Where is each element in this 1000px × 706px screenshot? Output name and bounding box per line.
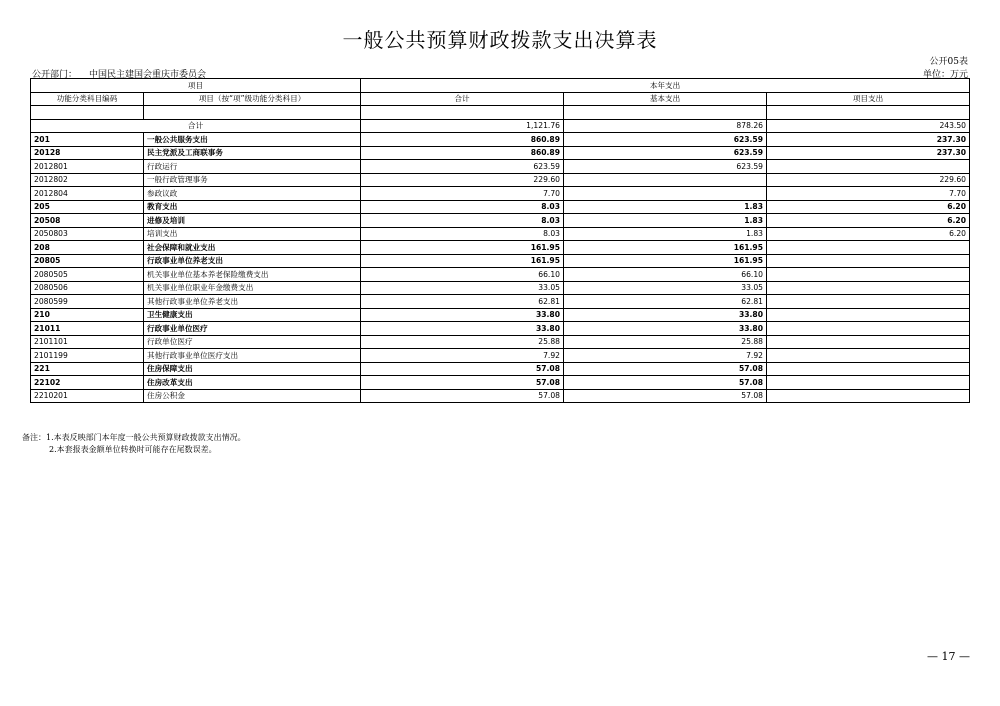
cell-total: 161.95 (361, 241, 564, 255)
cell-name: 教育支出 (144, 200, 361, 214)
cell-total: 33.05 (361, 281, 564, 295)
cell-name: 一般行政管理事务 (144, 173, 361, 187)
cell-name: 行政事业单位医疗 (144, 322, 361, 336)
cell-code: 20805 (31, 254, 144, 268)
cell-total: 8.03 (361, 200, 564, 214)
cell-name: 行政单位医疗 (144, 335, 361, 349)
cell-code: 2080506 (31, 281, 144, 295)
cell-name: 卫生健康支出 (144, 308, 361, 322)
cell-total: 62.81 (361, 295, 564, 309)
cell-name: 住房改革支出 (144, 376, 361, 390)
cell-name: 住房保障支出 (144, 362, 361, 376)
cell-code: 2012802 (31, 173, 144, 187)
cell-code: 2080505 (31, 268, 144, 282)
cell-basic (564, 173, 767, 187)
cell-basic: 623.59 (564, 133, 767, 147)
cell-total: 8.03 (361, 214, 564, 228)
table-row (31, 349, 970, 363)
cell-project (767, 322, 970, 336)
cell-project (767, 281, 970, 295)
cell-basic: 1.83 (564, 227, 767, 241)
cell-code: 2210201 (31, 389, 144, 403)
cell-code: 2012801 (31, 160, 144, 174)
table-row (31, 160, 970, 174)
cell-name: 机关事业单位职业年金缴费支出 (144, 281, 361, 295)
cell-code: 2101199 (31, 349, 144, 363)
cell-basic: 25.88 (564, 335, 767, 349)
cell-project (767, 254, 970, 268)
table-row (31, 376, 970, 390)
table-row (31, 362, 970, 376)
cell-basic: 33.05 (564, 281, 767, 295)
cell-basic: 161.95 (564, 241, 767, 255)
cell-total: 66.10 (361, 268, 564, 282)
total-row-total: 1,121.76 (361, 119, 564, 133)
cell-project (767, 268, 970, 282)
cell-basic: 57.08 (564, 389, 767, 403)
cell-project: 6.20 (767, 227, 970, 241)
cell-basic: 66.10 (564, 268, 767, 282)
cell-total: 8.03 (361, 227, 564, 241)
cell-name: 行政事业单位养老支出 (144, 254, 361, 268)
total-row-label: 合计 (31, 119, 361, 133)
cell-project: 6.20 (767, 200, 970, 214)
cell-basic: 7.92 (564, 349, 767, 363)
cell-code: 20128 (31, 146, 144, 160)
cell-code: 2012804 (31, 187, 144, 201)
header-spacer-row (31, 106, 970, 120)
cell-name: 社会保障和就业支出 (144, 241, 361, 255)
cell-name: 其他行政事业单位养老支出 (144, 295, 361, 309)
cell-name: 参政议政 (144, 187, 361, 201)
cell-name: 行政运行 (144, 160, 361, 174)
notes (22, 432, 246, 456)
header-total: 合计 (361, 92, 564, 106)
table-row (31, 281, 970, 295)
header-code: 功能分类科目编码 (31, 92, 144, 106)
cell-project (767, 308, 970, 322)
cell-project: 7.70 (767, 187, 970, 201)
cell-basic: 57.08 (564, 362, 767, 376)
cell-project (767, 295, 970, 309)
table-row (31, 335, 970, 349)
cell-total: 7.70 (361, 187, 564, 201)
cell-code: 2101101 (31, 335, 144, 349)
cell-basic: 33.80 (564, 308, 767, 322)
cell-project (767, 376, 970, 390)
cell-total: 57.08 (361, 389, 564, 403)
cell-code: 2080599 (31, 295, 144, 309)
note-2: 2.本套报表金额单位转换时可能存在尾数误差。 (49, 445, 217, 454)
cell-project (767, 160, 970, 174)
table-row (31, 241, 970, 255)
cell-project: 237.30 (767, 133, 970, 147)
cell-name: 一般公共服务支出 (144, 133, 361, 147)
cell-total: 57.08 (361, 376, 564, 390)
cell-code: 2050803 (31, 227, 144, 241)
cell-project (767, 349, 970, 363)
cell-code: 201 (31, 133, 144, 147)
cell-project (767, 389, 970, 403)
header-row-columns (31, 92, 970, 106)
cell-project: 6.20 (767, 214, 970, 228)
cell-total: 7.92 (361, 349, 564, 363)
cell-basic: 623.59 (564, 146, 767, 160)
cell-project (767, 335, 970, 349)
header-row-group (31, 79, 970, 93)
table-row (31, 200, 970, 214)
cell-code: 208 (31, 241, 144, 255)
cell-total: 623.59 (361, 160, 564, 174)
cell-project: 237.30 (767, 146, 970, 160)
cell-name: 培训支出 (144, 227, 361, 241)
cell-basic: 33.80 (564, 322, 767, 336)
cell-total: 33.80 (361, 308, 564, 322)
total-row-project: 243.50 (767, 119, 970, 133)
table-row (31, 214, 970, 228)
cell-basic: 62.81 (564, 295, 767, 309)
expenditure-table (30, 78, 970, 403)
cell-name: 民主党派及工商联事务 (144, 146, 361, 160)
table-row (31, 173, 970, 187)
cell-name: 其他行政事业单位医疗支出 (144, 349, 361, 363)
cell-basic (564, 187, 767, 201)
cell-total: 860.89 (361, 146, 564, 160)
cell-total: 161.95 (361, 254, 564, 268)
cell-name: 住房公积金 (144, 389, 361, 403)
total-row (31, 119, 970, 133)
cell-project (767, 362, 970, 376)
cell-total: 860.89 (361, 133, 564, 147)
cell-basic: 1.83 (564, 214, 767, 228)
unit-label: 单位：万元 (922, 70, 968, 80)
cell-total: 229.60 (361, 173, 564, 187)
table-row (31, 133, 970, 147)
table-row (31, 295, 970, 309)
page-number: — 17 — (927, 650, 970, 663)
cell-basic: 161.95 (564, 254, 767, 268)
header-item-group: 项目 (31, 79, 361, 93)
cell-total: 33.80 (361, 322, 564, 336)
table-row (31, 308, 970, 322)
cell-code: 22102 (31, 376, 144, 390)
department-label: 公开部门： (32, 70, 78, 80)
total-row-basic: 878.26 (564, 119, 767, 133)
table-row (31, 389, 970, 403)
table-row (31, 187, 970, 201)
cell-name: 进修及培训 (144, 214, 361, 228)
cell-code: 210 (31, 308, 144, 322)
cell-total: 25.88 (361, 335, 564, 349)
cell-name: 机关事业单位基本养老保险缴费支出 (144, 268, 361, 282)
header-basic: 基本支出 (564, 92, 767, 106)
table-row (31, 268, 970, 282)
cell-basic: 623.59 (564, 160, 767, 174)
cell-code: 21011 (31, 322, 144, 336)
department-name: 中国民主建国会重庆市委员会 (89, 70, 207, 80)
table-row (31, 254, 970, 268)
cell-code: 205 (31, 200, 144, 214)
report-title: 一般公共预算财政拨款支出决算表 (342, 28, 658, 52)
table-row (31, 227, 970, 241)
header-project: 项目支出 (767, 92, 970, 106)
header-name: 项目（按“项”级功能分类科目） (144, 92, 361, 106)
table-number: 公开05表 (929, 57, 968, 67)
note-1: 备注：1.本表反映部门本年度一般公共预算财政拨款支出情况。 (22, 433, 246, 442)
cell-project (767, 241, 970, 255)
cell-basic: 1.83 (564, 200, 767, 214)
cell-basic: 57.08 (564, 376, 767, 390)
table-row (31, 322, 970, 336)
cell-total: 57.08 (361, 362, 564, 376)
table-row (31, 146, 970, 160)
cell-code: 221 (31, 362, 144, 376)
header-current-year: 本年支出 (361, 79, 970, 93)
cell-code: 20508 (31, 214, 144, 228)
cell-project: 229.60 (767, 173, 970, 187)
